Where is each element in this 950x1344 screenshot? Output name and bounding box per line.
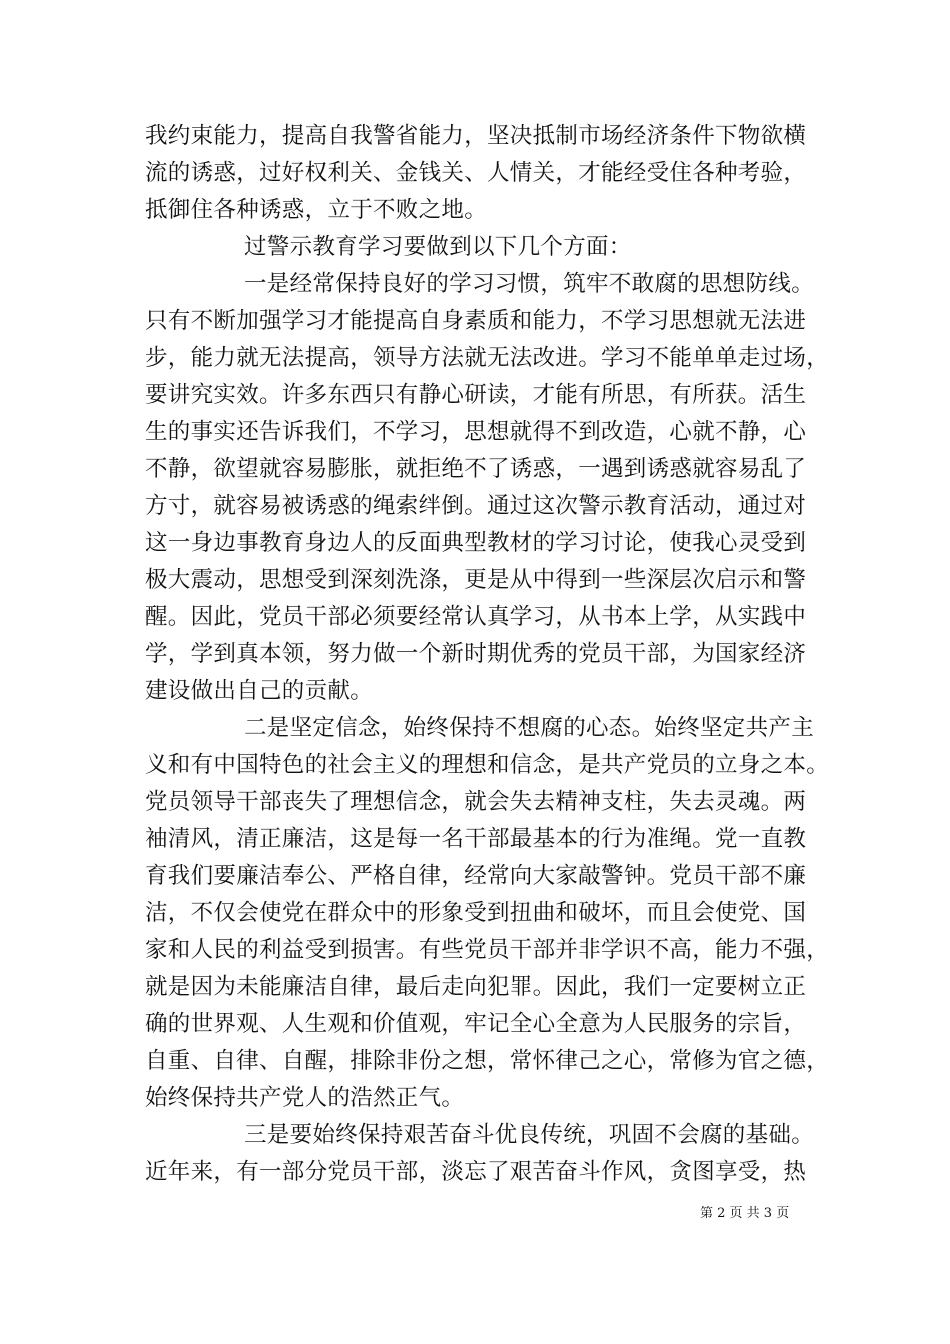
text-line: 育我们要廉洁奉公、严格自律，经常向大家敲警钟。党员干部不廉 [145, 863, 807, 889]
text-line: 不静，欲望就容易膨胀，就拒绝不了诱惑，一遇到诱惑就容易乱了 [145, 456, 807, 482]
text-line: 步，能力就无法提高，领导方法就无法改进。学习不能单单走过场， [145, 345, 830, 371]
text-line: 方寸，就容易被诱惑的绳索绊倒。通过这次警示教育活动，通过对 [145, 493, 807, 519]
text-line: 生的事实还告诉我们，不学习，思想就得不到改造，心就不静，心 [145, 419, 807, 445]
text-line: 党员领导干部丧失了理想信念，就会失去精神支柱，失去灵魂。两 [145, 789, 807, 815]
text-line: 就是因为未能廉洁自律，最后走向犯罪。因此，我们一定要树立正 [145, 974, 807, 1000]
text-line: 自重、自律、自醒，排除非份之想，常怀律己之心，常修为官之德， [145, 1048, 830, 1074]
text-line: 二是坚定信念，始终保持不想腐的心态。始终坚定共产主 [244, 715, 815, 741]
text-line: 袖清风，清正廉洁，这是每一名干部最基本的行为准绳。党一直教 [145, 826, 807, 852]
text-line: 我约束能力，提高自我警省能力，坚决抵制市场经济条件下物欲横 [145, 123, 807, 149]
text-line: 极大震动，思想受到深刻洗涤，更是从中得到一些深层次启示和警 [145, 567, 807, 593]
text-line: 醒。因此，党员干部必须要经常认真学习，从书本上学，从实践中 [145, 604, 807, 630]
text-line: 家和人民的利益受到损害。有些党员干部并非学识不高，能力不强， [145, 937, 830, 963]
text-line: 确的世界观、人生观和价值观，牢记全心全意为人民服务的宗旨， [145, 1011, 807, 1037]
text-line: 洁，不仅会使党在群众中的形象受到扭曲和破坏，而且会使党、国 [145, 900, 807, 926]
text-line: 始终保持共产党人的浩然正气。 [145, 1085, 465, 1111]
text-line: 只有不断加强学习才能提高自身素质和能力，不学习思想就无法进 [145, 308, 807, 334]
page-number-footer: 第 2 页 共 3 页 [700, 1206, 790, 1221]
text-line: 过警示教育学习要做到以下几个方面： [244, 234, 632, 260]
text-line: 抵御住各种诱惑，立于不败之地。 [145, 197, 488, 223]
text-line: 学，学到真本领，努力做一个新时期优秀的党员干部，为国家经济 [145, 641, 807, 667]
text-line: 义和有中国特色的社会主义的理想和信念，是共产党员的立身之本。 [145, 752, 830, 778]
text-line: 这一身边事教育身边人的反面典型教材的学习讨论，使我心灵受到 [145, 530, 807, 556]
text-line: 建设做出自己的贡献。 [145, 678, 374, 704]
text-line: 一是经常保持良好的学习习惯，筑牢不敢腐的思想防线。 [244, 271, 815, 297]
text-line: 要讲究实效。许多东西只有静心研读，才能有所思，有所获。活生 [145, 382, 807, 408]
text-line: 流的诱惑，过好权利关、金钱关、人情关，才能经受住各种考验， [145, 160, 807, 186]
text-line: 三是要始终保持艰苦奋斗优良传统，巩固不会腐的基础。 [244, 1122, 815, 1148]
text-line: 近年来，有一部分党员干部，淡忘了艰苦奋斗作风，贪图享受，热 [145, 1159, 807, 1185]
